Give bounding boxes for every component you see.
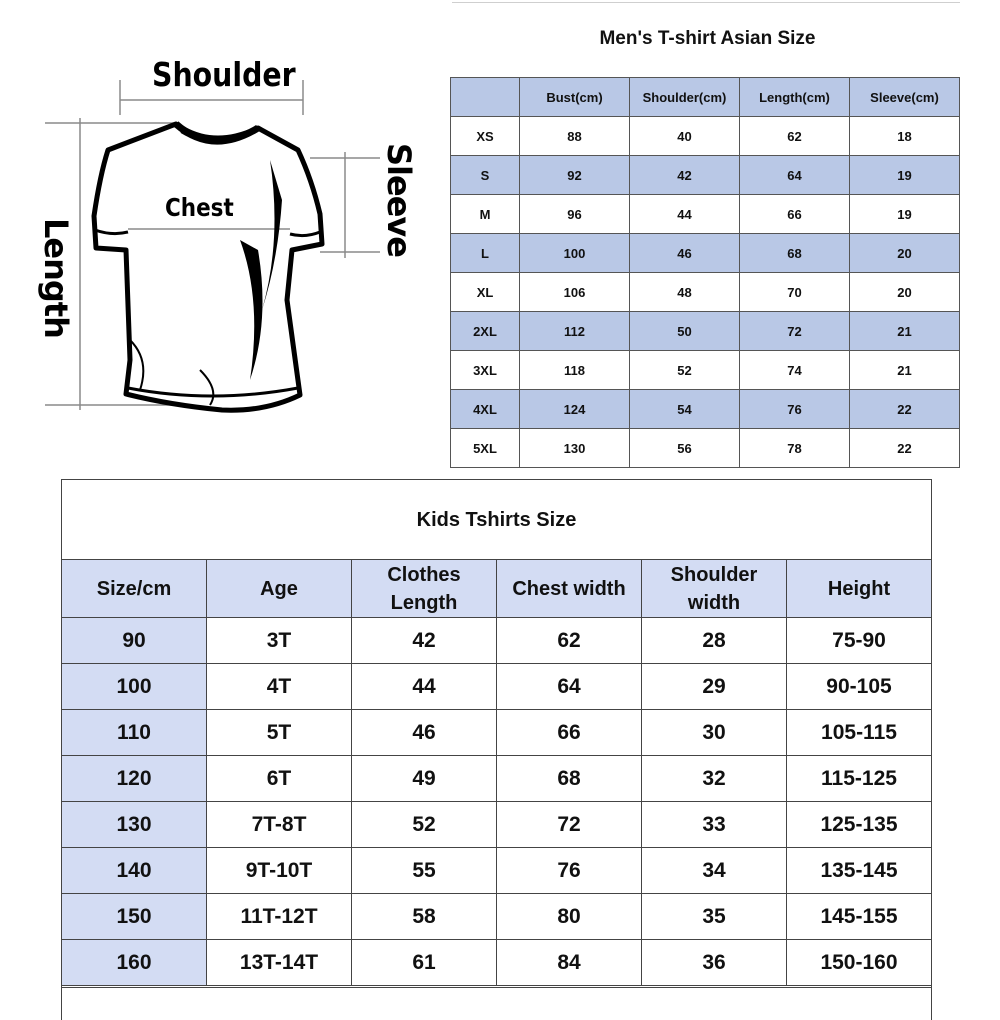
kids-size-cell: 130 xyxy=(62,802,207,848)
table-cell: 9T-10T xyxy=(207,848,352,894)
table-cell: 106 xyxy=(520,273,630,312)
table-cell: 22 xyxy=(850,390,960,429)
table-cell: 90-105 xyxy=(787,664,932,710)
table-cell: 118 xyxy=(520,351,630,390)
sleeve-label: Sleeve xyxy=(380,143,418,257)
kids-size-cell: 110 xyxy=(62,710,207,756)
table-cell: 50 xyxy=(630,312,740,351)
table-cell: 54 xyxy=(630,390,740,429)
table-cell: 72 xyxy=(740,312,850,351)
table-cell: 44 xyxy=(352,664,497,710)
men-header-row xyxy=(451,78,960,117)
table-row xyxy=(451,195,960,234)
table-row xyxy=(451,351,960,390)
table-cell: 124 xyxy=(520,390,630,429)
table-cell: 46 xyxy=(352,710,497,756)
table-cell: 112 xyxy=(520,312,630,351)
table-cell: 3T xyxy=(207,618,352,664)
top-divider xyxy=(452,2,960,3)
men-size-cell: M xyxy=(451,195,520,234)
kids-header-cell: Clothes Length xyxy=(352,560,497,618)
table-row xyxy=(451,273,960,312)
table-cell: 100 xyxy=(520,234,630,273)
table-cell: 36 xyxy=(642,940,787,986)
table-cell: 58 xyxy=(352,894,497,940)
table-cell: 29 xyxy=(642,664,787,710)
table-row xyxy=(62,848,932,894)
table-cell: 11T-12T xyxy=(207,894,352,940)
table-cell: 49 xyxy=(352,756,497,802)
table-cell: 35 xyxy=(642,894,787,940)
table-cell: 96 xyxy=(520,195,630,234)
table-row xyxy=(451,156,960,195)
table-cell: 150-160 xyxy=(787,940,932,986)
table-cell: 135-145 xyxy=(787,848,932,894)
chest-label: Chest xyxy=(165,193,234,222)
men-header-cell: Length(cm) xyxy=(740,78,850,117)
kids-size-cell: 150 xyxy=(62,894,207,940)
men-size-cell: S xyxy=(451,156,520,195)
table-cell: 21 xyxy=(850,351,960,390)
table-cell: 52 xyxy=(630,351,740,390)
men-header-cell: Bust(cm) xyxy=(520,78,630,117)
table-row xyxy=(62,664,932,710)
table-cell: 125-135 xyxy=(787,802,932,848)
kids-header-cell: Shoulder width xyxy=(642,560,787,618)
table-cell: 46 xyxy=(630,234,740,273)
table-cell: 28 xyxy=(642,618,787,664)
kids-size-cell: 160 xyxy=(62,940,207,986)
table-cell: 76 xyxy=(497,848,642,894)
shoulder-label: Shoulder xyxy=(152,55,296,94)
table-cell: 4T xyxy=(207,664,352,710)
men-size-cell: 5XL xyxy=(451,429,520,468)
length-label: Length xyxy=(37,218,75,338)
kids-size-cell: 140 xyxy=(62,848,207,894)
table-cell: 55 xyxy=(352,848,497,894)
table-cell: 20 xyxy=(850,273,960,312)
table-cell: 80 xyxy=(497,894,642,940)
kids-size-cell: 120 xyxy=(62,756,207,802)
table-cell: 48 xyxy=(630,273,740,312)
table-cell: 76 xyxy=(740,390,850,429)
table-row xyxy=(62,940,932,986)
table-cell: 75-90 xyxy=(787,618,932,664)
table-cell: 105-115 xyxy=(787,710,932,756)
men-size-cell: L xyxy=(451,234,520,273)
table-cell: 64 xyxy=(497,664,642,710)
table-cell: 68 xyxy=(497,756,642,802)
table-cell: 72 xyxy=(497,802,642,848)
table-cell: 30 xyxy=(642,710,787,756)
table-row xyxy=(451,429,960,468)
table-cell: 145-155 xyxy=(787,894,932,940)
men-size-cell: 2XL xyxy=(451,312,520,351)
kids-size-table-title: Kids Tshirts Size xyxy=(416,509,577,531)
table-cell: 56 xyxy=(630,429,740,468)
table-cell: 18 xyxy=(850,117,960,156)
table-cell: 78 xyxy=(740,429,850,468)
table-cell: 22 xyxy=(850,429,960,468)
table-cell: 66 xyxy=(497,710,642,756)
table-row xyxy=(62,894,932,940)
table-cell: 62 xyxy=(740,117,850,156)
men-size-cell: 3XL xyxy=(451,351,520,390)
men-header-cell xyxy=(451,78,520,117)
table-cell: 42 xyxy=(352,618,497,664)
table-cell: 20 xyxy=(850,234,960,273)
table-row xyxy=(62,710,932,756)
table-cell: 130 xyxy=(520,429,630,468)
table-cell: 19 xyxy=(850,156,960,195)
table-cell: 6T xyxy=(207,756,352,802)
table-row xyxy=(62,802,932,848)
kids-table-bottom-border xyxy=(61,987,931,988)
table-cell: 40 xyxy=(630,117,740,156)
men-header-cell: Shoulder(cm) xyxy=(630,78,740,117)
table-row xyxy=(451,390,960,429)
table-cell: 62 xyxy=(497,618,642,664)
kids-header-cell: Height xyxy=(787,560,932,618)
table-cell: 84 xyxy=(497,940,642,986)
table-row xyxy=(451,234,960,273)
men-size-cell: 4XL xyxy=(451,390,520,429)
table-cell: 33 xyxy=(642,802,787,848)
table-cell: 5T xyxy=(207,710,352,756)
kids-header-cell: Chest width xyxy=(497,560,642,618)
table-cell: 32 xyxy=(642,756,787,802)
table-cell: 19 xyxy=(850,195,960,234)
table-cell: 52 xyxy=(352,802,497,848)
table-row xyxy=(62,618,932,664)
table-cell: 61 xyxy=(352,940,497,986)
men-header-cell: Sleeve(cm) xyxy=(850,78,960,117)
kids-size-cell: 90 xyxy=(62,618,207,664)
table-cell: 66 xyxy=(740,195,850,234)
kids-header-row xyxy=(62,560,932,618)
men-size-table xyxy=(450,77,960,468)
tshirt-measurement-diagram xyxy=(0,0,440,440)
table-cell: 44 xyxy=(630,195,740,234)
table-cell: 68 xyxy=(740,234,850,273)
table-cell: 34 xyxy=(642,848,787,894)
table-cell: 42 xyxy=(630,156,740,195)
table-cell: 92 xyxy=(520,156,630,195)
table-row xyxy=(451,117,960,156)
table-row xyxy=(62,756,932,802)
kids-size-table xyxy=(61,559,932,986)
men-size-table-title: Men's T-shirt Asian Size xyxy=(599,28,816,49)
men-size-cell: XS xyxy=(451,117,520,156)
men-size-cell: XL xyxy=(451,273,520,312)
table-row xyxy=(451,312,960,351)
table-cell: 13T-14T xyxy=(207,940,352,986)
table-cell: 74 xyxy=(740,351,850,390)
kids-size-cell: 100 xyxy=(62,664,207,710)
table-cell: 88 xyxy=(520,117,630,156)
table-cell: 115-125 xyxy=(787,756,932,802)
table-cell: 21 xyxy=(850,312,960,351)
table-cell: 64 xyxy=(740,156,850,195)
table-cell: 70 xyxy=(740,273,850,312)
kids-header-cell: Size/cm xyxy=(62,560,207,618)
kids-header-cell: Age xyxy=(207,560,352,618)
table-cell: 7T-8T xyxy=(207,802,352,848)
